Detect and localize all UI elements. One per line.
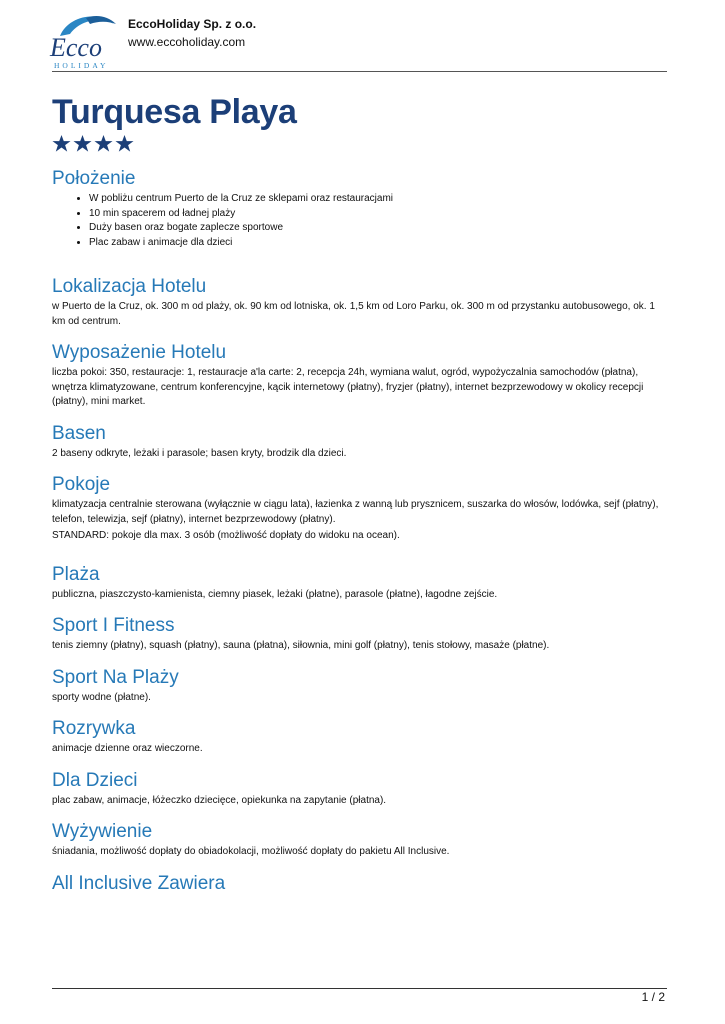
ecco-holiday-logo xyxy=(46,12,124,70)
location-bullets xyxy=(52,192,670,250)
section-sport-plaza xyxy=(52,667,670,706)
section-heading: Pokoje xyxy=(52,474,111,495)
section-text: liczba pokoi: 350, restauracje: 1, restauracje a'la carte: 2, recepcja 24h, wymiana walut, ogród, wypożyczalnia samochodów (płatna), wnętrza klimatyzowane, centrum konferencyjne, kącik internetowy (płatny), fryzjer (płatny), internet bezprzewodowy w okolicy recepcji (płatny), mini market. xyxy=(52,367,644,407)
section-basen xyxy=(52,423,670,462)
section-plaza xyxy=(52,564,670,603)
section-text: animacje dzienne oraz wieczorne. xyxy=(52,743,203,754)
section-heading: Sport Na Plaży xyxy=(52,666,179,688)
section-heading: Wyposażenie Hotelu xyxy=(52,342,227,363)
section-lokalizacja xyxy=(52,276,670,329)
section-wyposazenie xyxy=(52,342,670,410)
page-header xyxy=(0,0,725,72)
section-text: sporty wodne (płatne). xyxy=(52,691,151,703)
section-heading: Basen xyxy=(52,422,106,444)
section-heading: Sport I Fitness xyxy=(52,615,175,636)
bullet-item: • 10 min spacerem od ładnej plaży xyxy=(89,207,670,222)
section-rozrywka xyxy=(52,718,670,757)
section-text: publiczna, piaszczysto-kamienista, ciemny piasek, leżaki (płatne), parasole (płatne), łagodne zejście. xyxy=(52,588,498,600)
section-heading: Plaża xyxy=(52,563,100,585)
section-text: śniadania, możliwość dopłaty do obiadokolacji, możliwość dopłaty do pakietu All Inclusive. xyxy=(52,846,450,857)
star-icon xyxy=(73,135,92,154)
section-text: plac zabaw, animacje, łóżeczko dziecięce, opiekunka na zapytanie (płatna). xyxy=(52,794,387,806)
logo-subtext: HOLIDAY xyxy=(54,61,109,70)
section-pokoje xyxy=(52,474,670,544)
section-dzieci xyxy=(52,770,670,809)
logo-text: Ecco xyxy=(50,33,102,62)
star-rating xyxy=(52,135,670,159)
section-sport xyxy=(52,615,670,654)
section-polozenie xyxy=(52,168,670,250)
company-website: www.eccoholiday.com xyxy=(128,35,246,49)
star-icon xyxy=(52,135,71,154)
section-heading: Lokalizacja Hotelu xyxy=(52,276,207,297)
section-text: 2 baseny odkryte, leżaki i parasole; basen kryty, brodzik dla dzieci. xyxy=(52,447,347,459)
page-number: 1 / 2 xyxy=(641,990,665,1004)
bullet-item: • W pobliżu centrum Puerto de la Cruz ze sklepami oraz restauracjami xyxy=(89,192,670,207)
section-heading: Wyżywienie xyxy=(52,821,153,842)
company-name: EccoHoliday Sp. z o.o. xyxy=(128,17,257,31)
section-text: w Puerto de la Cruz, ok. 300 m od plaży, ok. 90 km od lotniska, ok. 1,5 km od Loro Parku, ok. 300 m od przystanku autobusowego, ok. 1 km od centrum. xyxy=(52,301,655,327)
standard-room-text: STANDARD: pokoje dla max. 3 osób (możliwość dopłaty do widoku na ocean). xyxy=(52,530,400,541)
section-heading: Położenie xyxy=(52,168,136,189)
bullet-item: • Duży basen oraz bogate zaplecze sportowe xyxy=(89,221,670,236)
bullet-item: • Plac zabaw i animacje dla dzieci xyxy=(89,236,670,251)
star-icon xyxy=(115,135,134,154)
section-wyzywienie xyxy=(52,821,670,860)
section-heading: Rozrywka xyxy=(52,718,136,739)
header-divider xyxy=(52,71,667,72)
section-heading: All Inclusive Zawiera xyxy=(52,872,226,894)
hotel-title: Turquesa Playa xyxy=(52,93,297,131)
star-icon xyxy=(94,135,113,154)
section-heading: Dla Dzieci xyxy=(52,769,138,791)
section-all-inclusive xyxy=(52,873,670,895)
section-text: klimatyzacja centralnie sterowana (wyłącznie w ciągu lata), łazienka z wanną lub prysznicem, suszarka do włosów, lodówka, sejf (płatny), telefon, telewizja, sejf (płatny), internet bezprzewodowy (płatny). xyxy=(52,499,659,525)
document-body xyxy=(52,90,670,895)
footer-divider xyxy=(52,988,667,989)
section-text: tenis ziemny (płatny), squash (płatny), sauna (płatna), siłownia, mini golf (płatny), tenis stołowy, masaże (płatne). xyxy=(52,640,550,651)
